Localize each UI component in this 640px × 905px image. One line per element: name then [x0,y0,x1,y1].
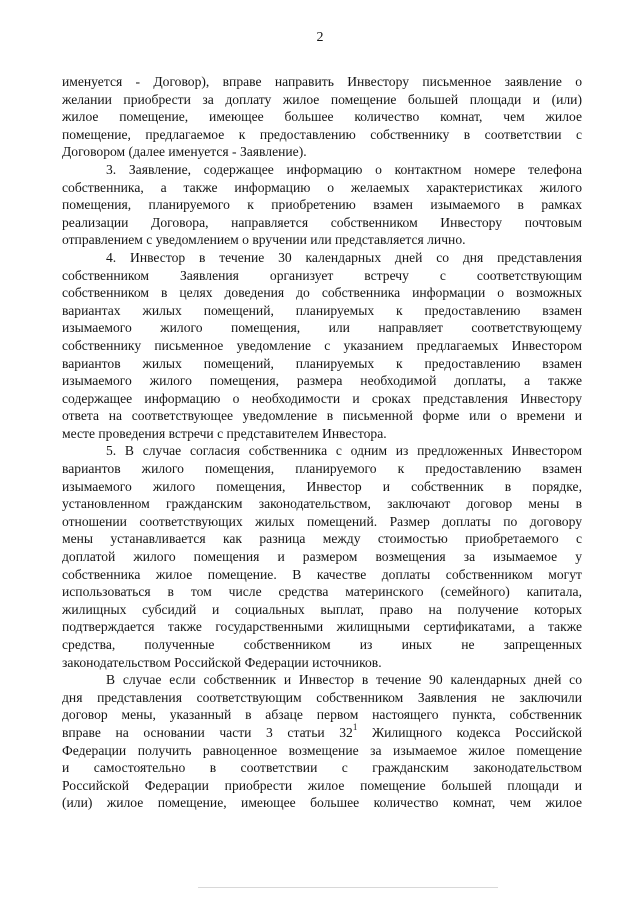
text-line: установленном гражданским законодательством, заключают договор мены в [62,496,582,512]
text-line: вариантов жилого помещения, планируемого к предоставлению взамен [62,461,582,477]
text-line: Федерации получить равноценное возмещение за изымаемое жилое помещение [62,742,582,758]
footnote-mark: 1 [352,722,358,733]
text-line: изымаемого жилого помещения, или направляет соответствующему [62,320,582,336]
text-fragment: Жилищного кодекса Российской [357,724,582,740]
text-line: вариантах жилых помещений, планируемых к предоставлению взамен [62,302,582,318]
paragraph-3 [62,161,582,249]
text-line: доплатой жилого помещения и размером возмещения за изымаемое у [62,549,582,565]
text-line: 3. Заявление, содержащее информацию о контактном номере телефона [106,161,582,177]
document-body [62,73,582,812]
paragraph-continuation [62,73,582,161]
text-line: желании приобрести за доплату жилое помещение большей площади и (или) [62,91,582,107]
text-line: 5. В случае согласия собственника с одним из предложенных Инвестором [106,443,582,459]
text-line: Российской Федерации приобрести жилое помещение большей площади и [62,777,582,793]
text-line: изымаемого жилого помещения, Инвестор и собственник в порядке, [62,478,582,494]
text-line: помещения, планируемого к приобретению взамен изымаемого в рамках [62,197,582,213]
text-line: и самостоятельно в соответствии с гражданским законодательством [62,760,582,776]
text-line: В случае если собственник и Инвестор в течение 90 календарных дней со [106,672,582,688]
text-fragment: вправе на основании части 3 статьи 32 [62,724,353,740]
text-line: ответа на соответствующее уведомление в письменной форме или о времени и [62,408,582,424]
text-line: 4. Инвестор в течение 30 календарных дней со дня представления [106,249,582,265]
text-line: собственника, а также информацию о желаемых характеристиках жилого [62,179,582,195]
text-line: средства, полученные собственником из иных не запрещенных [62,637,582,652]
text-line: Договором (далее именуется - Заявление). [62,144,307,160]
text-line: отношении соответствующих жилых помещений. Размер доплаты по договору [62,513,582,529]
text-line: собственником в целях доведения до собственника информации о возможных [62,285,582,301]
paragraph-5-second [62,671,582,812]
text-line: собственнику письменное уведомление с указанием предлагаемых Инвестором [62,337,582,353]
text-line: собственником Заявления организует встречу с соответствующим [62,267,582,283]
text-line: именуется - Договор), вправе направить Инвестору письменное заявление о [62,74,582,89]
text-line-with-footnote [62,724,582,742]
text-line: подтверждается также государственными жилищными сертификатами, а также [62,619,582,635]
paragraph-5 [62,442,582,671]
text-line: помещение, предлагаемое к предоставлению собственнику в соответствии с [62,126,582,142]
text-line: вариантов жилых помещений, планируемых к предоставлению взамен [62,355,582,371]
text-line: жилое помещение, имеющее большее количество комнат, чем жилое [62,109,582,125]
page-number: 2 [316,30,324,45]
text-line: собственника жилое помещение. В качестве доплаты собственником могут [62,566,582,582]
text-line: отправлением с уведомлением о вручении или представляется лично. [62,232,466,248]
text-line: мены устанавливается как разница между стоимостью приобретаемого с [62,531,582,547]
text-line: жилищных субсидий и социальных выплат, право на получение которых [62,601,582,617]
text-line: месте проведения встречи с представителем Инвестора. [62,425,387,441]
text-line: (или) жилое помещение, имеющее большее количество комнат, чем жилое [62,795,582,811]
text-line: изымаемого жилого помещения, размера необходимой доплаты, а также [62,373,582,389]
paragraph-4 [62,249,582,443]
text-line: реализации Договора, направляется собственником Инвестору почтовым [62,214,582,230]
text-line: содержащее информацию о необходимости и сроках представления Инвестору [62,390,582,406]
text-line: законодательством Российской Федерации источников. [62,654,382,670]
page-bottom-rule [198,887,498,888]
text-line: использоваться в том числе средства материнского (семейного) капитала, [62,584,582,600]
text-line: дня представления соответствующим собственником Заявления не заключили [62,689,582,705]
text-line: договор мены, указанный в абзаце первом настоящего пункта, собственник [62,707,582,723]
